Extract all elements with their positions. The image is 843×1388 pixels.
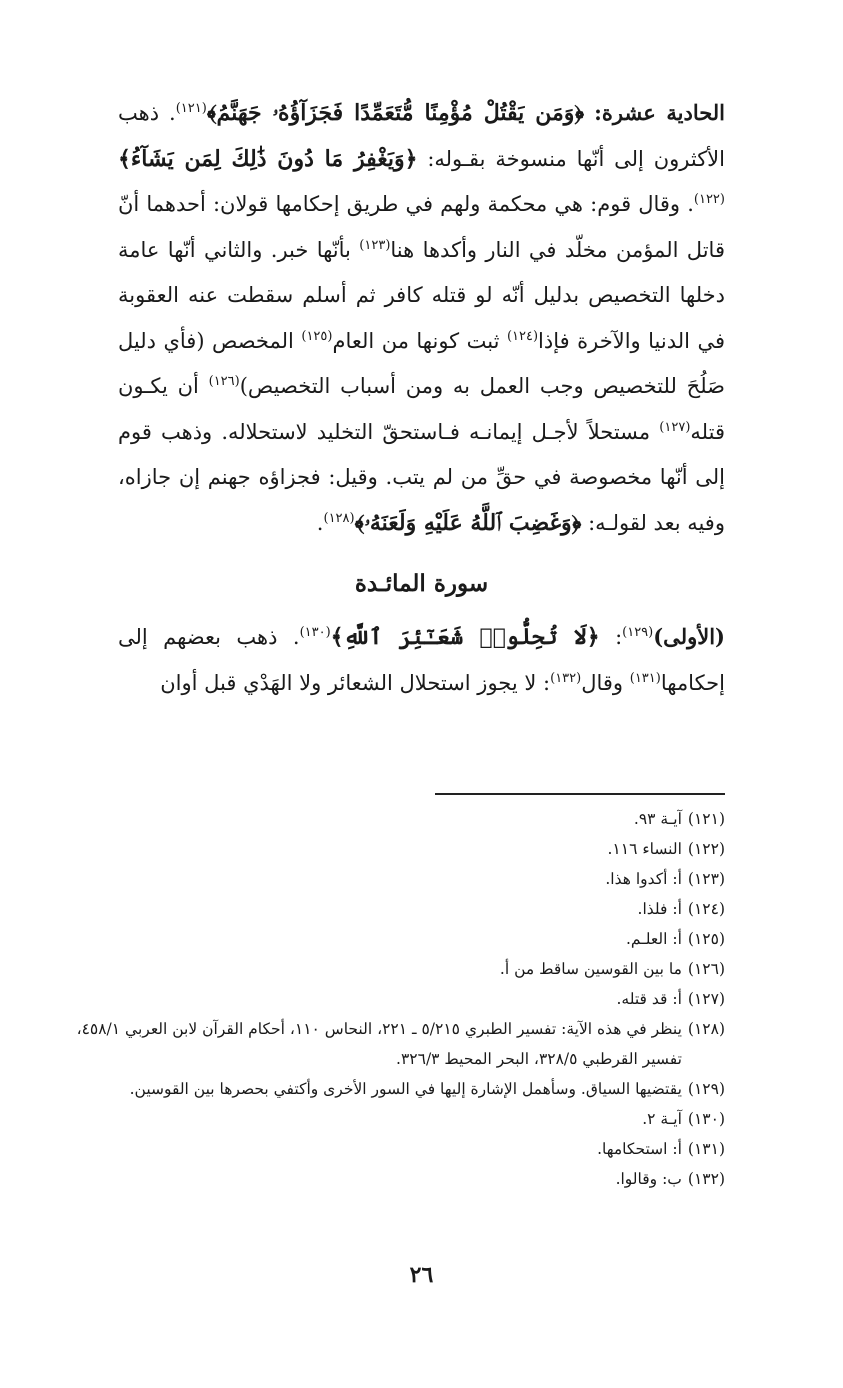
footnote-text: أ: استحكامها. [597, 1140, 682, 1158]
footnote-text: ب: وقالوا. [615, 1170, 682, 1188]
footnote-item [52, 1134, 725, 1164]
footnote-text: أ: العلـم. [626, 930, 682, 948]
footnote-ref: (١٢٣) [359, 237, 391, 253]
footnote-ref: (١٢٥) [301, 328, 333, 344]
footnote-item [52, 954, 725, 984]
footnote-item [52, 834, 725, 864]
footnote-ref: (١٣١) [629, 670, 661, 686]
section-lead: (الأولى) [653, 624, 725, 649]
footnote-item [52, 864, 725, 894]
footnote-ref: (١٢٦) [208, 374, 240, 389]
text-run: المخصص (فأي دليل صَلُحَ للتخصيص وجب العمل به ومن أسباب التخصيص) [118, 328, 725, 398]
footnote-number: (١٢٢) [687, 840, 725, 858]
surah-heading: سورة المائـدة [354, 570, 489, 597]
footnote-number: (١٢٣) [687, 870, 725, 888]
footnote-text: أ: فلذا. [637, 900, 682, 918]
footnote-number: (١٢٥) [687, 930, 725, 948]
paragraph-first: (الأولى)$^{(١٢٩)}$: ﴿لَا تُحِلُّوا۟ شَعَـٰٓئِرَ ٱللَّهِ﴾$^{(١٣٠)}$. ذهب بعضهم إلى إحكامها$^{(١٣١)}$ وقال$^{(١٣٢)}$: لا يجوز استحلال الشعائر ولا الهَدْي قبل أوان [118, 624, 725, 695]
footnote-item [52, 1164, 725, 1194]
footnote-item [52, 1014, 725, 1074]
footnote-ref: (١٢٢) [693, 192, 725, 207]
quran-verse: ﴿وَمَن يَقْتُلْ مُؤْمِنًا مُّتَعَمِّدًا فَجَزَآؤُهُۥ جَهَنَّمُ﴾ [206, 100, 585, 126]
quran-verse: ﴿لَا تُحِلُّوا۟ شَعَـٰٓئِرَ ٱللَّهِ﴾ [330, 624, 600, 650]
footnote-item [52, 924, 725, 954]
footnote-text: النساء ١١٦. [607, 840, 682, 858]
footnote-number: (١٣١) [687, 1140, 725, 1158]
footnote-ref: (١٢٩) [622, 625, 654, 640]
footnote-text: ينظر في هذه الآية: تفسير الطبري ٥/٢١٥ ـ ٢٢١، النحاس ١١٠، أحكام القرآن لابن العربي ٤٥٨/١، تفسير القرطبي ٣٢٨/٥، البحر المحيط ٣٢٦/٣. [76, 1020, 682, 1068]
text-run: ذهب بعضهم إلى إحكامها [118, 625, 725, 695]
footnote-number: (١٣٢) [687, 1170, 725, 1188]
text-run: أن يكـون قتله [118, 374, 725, 444]
footnote-number: (١٢٤) [687, 900, 725, 918]
quran-verse: ﴿وَيَغْفِرُ مَا دُونَ ذَٰلِكَ لِمَن يَشَآءُ﴾ [118, 145, 418, 172]
text-run: : لا يجوز استحلال الشعائر ولا الهَدْي قبل أوان [160, 670, 551, 695]
text-run: ذهب الأكثرون إلى أنّها منسوخة بقـوله: [118, 101, 725, 171]
footnote-text: أ: أكدوا هذا. [605, 870, 682, 888]
footnote-number: (١٢٦) [687, 960, 725, 978]
main-text [118, 90, 725, 706]
footnote-text: يقتضيها السياق. وسأهمل الإشارة إليها في السور الأخرى وأكتفي بحصرها بين القوسين. [129, 1080, 682, 1098]
footnote-ref: (١٢٨) [323, 510, 355, 526]
page-number: ٢٦ [409, 1262, 434, 1288]
footnote-ref: (١٣٠) [299, 625, 331, 640]
footnote-separator [435, 793, 725, 795]
footnote-number: (١٢٨) [687, 1020, 725, 1038]
footnote-item [52, 984, 725, 1014]
footnote-item [52, 1104, 725, 1134]
footnote-number: (١٢٩) [687, 1080, 725, 1098]
footnote-item [52, 894, 725, 924]
section-lead: الحادية عشرة: [594, 100, 725, 125]
footnote-ref: (١٣٢) [550, 670, 582, 686]
footnote-item [52, 804, 725, 834]
text-run: وقال قوم: هي محكمة ولهم في طريق إحكامها قولان: أحدهما أنّ قاتل المؤمن مخلّد في النار وأكدها هنا [118, 192, 725, 262]
paragraph-eleventh: الحادية عشرة: ﴿وَمَن يَقْتُلْ مُؤْمِنًا مُّتَعَمِّدًا فَجَزَآؤُهُۥ جَهَنَّمُ﴾$^{(١٢١)}$. ذهب الأكثرون إلى أنّها منسوخة بقـوله: ﴿وَيَغْفِرُ مَا دُونَ ذَٰلِكَ لِمَن يَشَآءُ﴾$^{(١٢٢)}$. وقال قوم: هي محكمة ولهم في طريق إحكامها قولان: أحدهما أنّ قاتل المؤمن مخلّد في النار وأكدها هنا$^{(١٢٣)}$ بأنّها خبر. والثاني أنّها عامة دخلها التخصيص بدليل أنّه لو قتله كافر ثم أسلم سقطت عنه العقوبة في الدنيا والآخرة فإذا$^{(١٢٤)}$ ثبت كونها من العام$^{(١٢٥)}$ المخصص (فأي دليل صَلُحَ للتخصيص وجب العمل به ومن أسباب التخصيص)$^{(١٢٦)}$ أن يكـون قتله$^{(١٢٧)}$ مستحلاً لأجـل إيمانـه فـاستحقّ التخليد لاستحلاله. وذهب قوم إلى أنّها مخصوصة في حقِّ من لم يتب. وقيل: فجزاؤه جهنم إن جازاه، وفيه بعد لقولـه: ﴿وَغَضِبَ ٱللَّهُ عَلَيْهِ وَلَعَنَهُۥ﴾$^{(١٢٨)}$. [118, 100, 725, 536]
colon: : [615, 625, 623, 649]
footnote-item [52, 1074, 725, 1104]
footnote-number: (١٢٧) [687, 990, 725, 1008]
footnote-text: أ: قد قتله. [616, 990, 682, 1008]
text-run: وقال [581, 670, 624, 695]
footnote-text: ما بين القوسين ساقط من أ. [499, 960, 682, 978]
text-run: ثبت كونها من العام [332, 328, 500, 353]
footnote-text: آيـة ٩٣. [633, 810, 682, 828]
footnote-text: آيـة ٢. [642, 1110, 682, 1128]
text-run: بأنّها خبر. والثاني أنّها عامة دخلها التخصيص بدليل أنّه لو قتله كافر ثم أسلم سقطت عنه العقوبة في الدنيا والآخرة فإذا [118, 237, 725, 353]
footnote-ref: (١٢١) [175, 101, 207, 116]
footnote-number: (١٣٠) [687, 1110, 725, 1128]
footnote-ref: (١٢٤) [506, 328, 539, 344]
footnote-number: (١٢١) [687, 810, 725, 828]
text-run: مستحلاً لأجـل إيمانـه فـاستحقّ التخليد لاستحلاله. وذهب قوم إلى أنّها مخصوصة في حقِّ من لم يتب. وقيل: فجزاؤه جهنم إن جازاه، وفيه بعد لقولـه: [118, 419, 725, 535]
quran-verse: ﴿وَغَضِبَ ٱللَّهُ عَلَيْهِ وَلَعَنَهُۥ﴾ [354, 509, 582, 536]
footnote-ref: (١٢٧) [659, 419, 691, 435]
footnotes-list [52, 804, 725, 1194]
